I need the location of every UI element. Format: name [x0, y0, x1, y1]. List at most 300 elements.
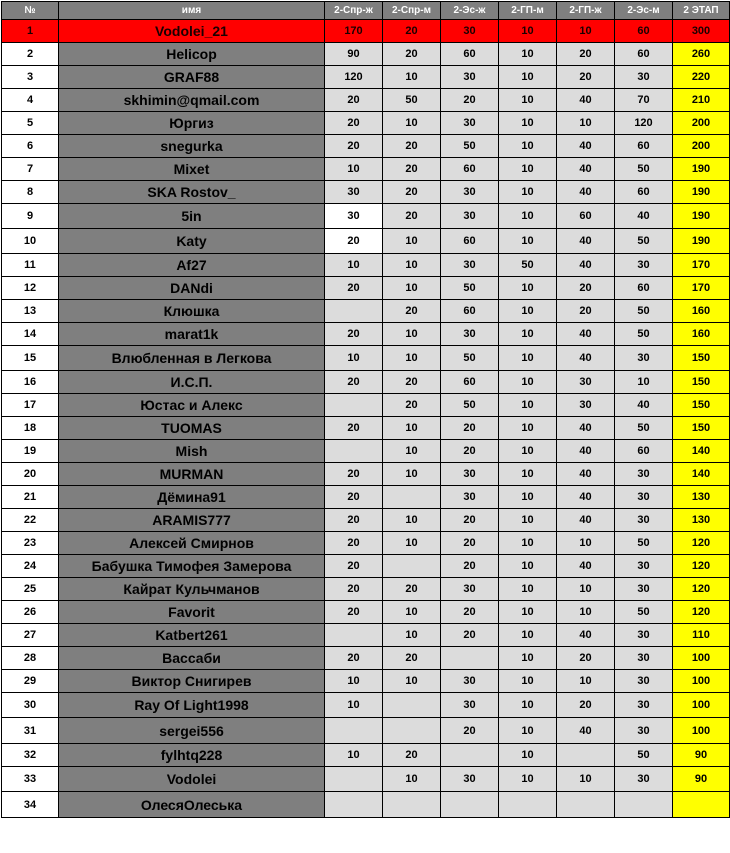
score-cell: 60 — [615, 20, 673, 43]
table-row — [2, 532, 730, 555]
score-cell: 20 — [325, 647, 383, 670]
participant-name: Helicop — [59, 43, 325, 66]
table-row — [2, 670, 730, 693]
score-cell: 10 — [383, 440, 441, 463]
score-cell: 20 — [325, 277, 383, 300]
row-number: 9 — [2, 204, 59, 229]
score-cell: 10 — [499, 718, 557, 744]
participant-name: Mish — [59, 440, 325, 463]
table-row — [2, 718, 730, 744]
score-cell — [383, 792, 441, 818]
header-col-1: 2-Спр-ж — [325, 2, 383, 20]
score-cell: 20 — [383, 181, 441, 204]
table-row — [2, 371, 730, 394]
total-cell: 100 — [673, 693, 730, 718]
score-cell: 20 — [441, 555, 499, 578]
score-cell: 30 — [441, 323, 499, 346]
score-cell: 30 — [615, 670, 673, 693]
score-cell: 10 — [499, 509, 557, 532]
score-cell: 50 — [441, 394, 499, 417]
score-cell: 20 — [325, 135, 383, 158]
score-cell: 120 — [325, 66, 383, 89]
participant-name: 5in — [59, 204, 325, 229]
score-cell: 10 — [557, 112, 615, 135]
total-cell: 120 — [673, 601, 730, 624]
participant-name: Кайрат Кульчманов — [59, 578, 325, 601]
score-cell: 40 — [557, 509, 615, 532]
score-cell: 40 — [557, 486, 615, 509]
score-cell: 30 — [615, 624, 673, 647]
score-cell: 30 — [441, 20, 499, 43]
row-number: 7 — [2, 158, 59, 181]
score-cell — [383, 693, 441, 718]
score-cell: 50 — [615, 158, 673, 181]
table-row — [2, 744, 730, 767]
row-number: 27 — [2, 624, 59, 647]
header-name: имя — [59, 2, 325, 20]
total-cell: 100 — [673, 647, 730, 670]
score-cell: 20 — [383, 300, 441, 323]
score-cell: 40 — [557, 463, 615, 486]
score-cell: 50 — [441, 135, 499, 158]
table-row — [2, 440, 730, 463]
score-cell: 20 — [325, 486, 383, 509]
score-cell: 30 — [557, 371, 615, 394]
score-cell: 30 — [615, 66, 673, 89]
score-cell: 20 — [383, 394, 441, 417]
score-cell — [615, 792, 673, 818]
table-row — [2, 767, 730, 792]
score-cell: 10 — [383, 624, 441, 647]
score-cell: 30 — [557, 394, 615, 417]
score-cell: 10 — [499, 323, 557, 346]
score-cell — [499, 792, 557, 818]
score-cell: 40 — [615, 204, 673, 229]
total-cell: 150 — [673, 417, 730, 440]
row-number: 18 — [2, 417, 59, 440]
score-cell: 20 — [383, 204, 441, 229]
score-cell: 10 — [499, 440, 557, 463]
participant-name: Виктор Снигирев — [59, 670, 325, 693]
score-cell: 20 — [557, 277, 615, 300]
score-cell: 10 — [499, 417, 557, 440]
score-cell: 10 — [557, 20, 615, 43]
score-cell: 60 — [557, 204, 615, 229]
score-cell: 20 — [383, 43, 441, 66]
header-col-4: 2-ГП-м — [499, 2, 557, 20]
total-cell: 210 — [673, 89, 730, 112]
table-row — [2, 323, 730, 346]
score-cell: 30 — [615, 647, 673, 670]
score-cell: 10 — [499, 112, 557, 135]
table-row — [2, 158, 730, 181]
score-cell: 10 — [383, 463, 441, 486]
score-cell: 60 — [615, 440, 673, 463]
score-cell — [441, 792, 499, 818]
row-number: 19 — [2, 440, 59, 463]
table-row — [2, 792, 730, 818]
total-cell: 190 — [673, 229, 730, 254]
score-cell: 10 — [557, 532, 615, 555]
total-cell: 120 — [673, 532, 730, 555]
score-cell: 40 — [557, 346, 615, 371]
participant-name: TUOMAS — [59, 417, 325, 440]
score-cell: 10 — [499, 744, 557, 767]
row-number: 3 — [2, 66, 59, 89]
score-cell: 20 — [325, 417, 383, 440]
score-cell: 60 — [441, 229, 499, 254]
table-body — [2, 20, 730, 818]
participant-name: Af27 — [59, 254, 325, 277]
total-cell: 300 — [673, 20, 730, 43]
score-cell: 30 — [441, 463, 499, 486]
score-cell: 10 — [557, 767, 615, 792]
table-row — [2, 601, 730, 624]
score-cell: 50 — [615, 323, 673, 346]
score-cell — [557, 792, 615, 818]
table-row — [2, 89, 730, 112]
score-cell: 40 — [557, 417, 615, 440]
score-cell: 30 — [441, 486, 499, 509]
score-cell: 10 — [383, 323, 441, 346]
score-cell: 40 — [557, 229, 615, 254]
score-cell: 60 — [615, 181, 673, 204]
table-row — [2, 20, 730, 43]
score-cell: 20 — [383, 744, 441, 767]
row-number: 32 — [2, 744, 59, 767]
table-row — [2, 463, 730, 486]
score-cell: 60 — [615, 277, 673, 300]
score-cell: 50 — [615, 300, 673, 323]
table-row — [2, 394, 730, 417]
participant-name: SKA Rostov_ — [59, 181, 325, 204]
score-cell: 30 — [615, 463, 673, 486]
score-cell: 10 — [383, 112, 441, 135]
score-cell: 20 — [383, 647, 441, 670]
table-row — [2, 135, 730, 158]
table-row — [2, 229, 730, 254]
score-cell: 50 — [615, 229, 673, 254]
score-cell: 10 — [557, 601, 615, 624]
score-cell: 20 — [441, 89, 499, 112]
score-cell: 10 — [383, 532, 441, 555]
score-cell: 60 — [615, 135, 673, 158]
score-cell: 20 — [441, 601, 499, 624]
score-cell — [325, 624, 383, 647]
total-cell: 90 — [673, 744, 730, 767]
score-cell — [325, 440, 383, 463]
score-cell: 30 — [615, 767, 673, 792]
score-cell: 70 — [615, 89, 673, 112]
score-cell: 10 — [499, 43, 557, 66]
score-cell: 10 — [499, 532, 557, 555]
score-cell: 20 — [325, 555, 383, 578]
header-col-6: 2-Эс-м — [615, 2, 673, 20]
score-cell: 20 — [441, 718, 499, 744]
score-cell: 30 — [325, 181, 383, 204]
score-cell: 30 — [615, 693, 673, 718]
score-cell: 40 — [615, 394, 673, 417]
score-cell: 20 — [441, 440, 499, 463]
score-cell: 50 — [615, 417, 673, 440]
table-row — [2, 486, 730, 509]
score-cell: 30 — [441, 578, 499, 601]
score-cell: 30 — [325, 204, 383, 229]
total-cell: 170 — [673, 277, 730, 300]
row-number: 11 — [2, 254, 59, 277]
score-cell: 10 — [499, 463, 557, 486]
total-cell: 150 — [673, 371, 730, 394]
score-cell: 10 — [499, 89, 557, 112]
total-cell: 200 — [673, 135, 730, 158]
score-cell: 20 — [383, 578, 441, 601]
score-cell: 40 — [557, 89, 615, 112]
total-cell: 150 — [673, 394, 730, 417]
score-cell: 10 — [499, 670, 557, 693]
table-row — [2, 693, 730, 718]
row-number: 15 — [2, 346, 59, 371]
row-number: 4 — [2, 89, 59, 112]
row-number: 12 — [2, 277, 59, 300]
row-number: 2 — [2, 43, 59, 66]
score-cell — [383, 486, 441, 509]
participant-name: skhimin@qmail.com — [59, 89, 325, 112]
row-number: 26 — [2, 601, 59, 624]
score-cell: 20 — [325, 229, 383, 254]
score-cell: 60 — [615, 43, 673, 66]
row-number: 1 — [2, 20, 59, 43]
score-cell: 10 — [383, 254, 441, 277]
score-cell: 10 — [499, 371, 557, 394]
score-cell: 30 — [615, 555, 673, 578]
participant-name: Mixet — [59, 158, 325, 181]
header-total: 2 ЭТАП — [673, 2, 730, 20]
score-cell: 60 — [441, 371, 499, 394]
score-cell: 10 — [383, 601, 441, 624]
row-number: 34 — [2, 792, 59, 818]
participant-name: Ray Of Light1998 — [59, 693, 325, 718]
row-number: 28 — [2, 647, 59, 670]
score-cell: 20 — [383, 371, 441, 394]
total-cell — [673, 792, 730, 818]
score-cell: 10 — [325, 158, 383, 181]
score-cell: 20 — [441, 624, 499, 647]
score-cell: 20 — [325, 112, 383, 135]
score-cell: 10 — [383, 417, 441, 440]
score-cell: 20 — [383, 158, 441, 181]
score-cell: 10 — [325, 670, 383, 693]
score-cell: 50 — [615, 601, 673, 624]
score-cell: 10 — [325, 693, 383, 718]
participant-name: Юргиз — [59, 112, 325, 135]
participant-name: Favorit — [59, 601, 325, 624]
table-row — [2, 277, 730, 300]
participant-name: Vodolei_21 — [59, 20, 325, 43]
row-number: 20 — [2, 463, 59, 486]
score-cell: 10 — [499, 300, 557, 323]
score-cell: 10 — [499, 693, 557, 718]
score-cell — [383, 555, 441, 578]
table-row — [2, 509, 730, 532]
table-row — [2, 66, 730, 89]
score-cell: 40 — [557, 254, 615, 277]
score-cell: 50 — [441, 277, 499, 300]
row-number: 8 — [2, 181, 59, 204]
score-cell: 10 — [325, 254, 383, 277]
score-cell: 20 — [557, 66, 615, 89]
participant-name: snegurka — [59, 135, 325, 158]
participant-name: Дёмина91 — [59, 486, 325, 509]
score-cell: 30 — [615, 486, 673, 509]
total-cell: 170 — [673, 254, 730, 277]
score-cell: 10 — [499, 601, 557, 624]
score-cell: 10 — [383, 346, 441, 371]
row-number: 16 — [2, 371, 59, 394]
score-cell: 40 — [557, 718, 615, 744]
score-cell: 10 — [499, 229, 557, 254]
score-cell: 10 — [499, 346, 557, 371]
score-cell: 30 — [615, 578, 673, 601]
total-cell: 120 — [673, 555, 730, 578]
score-cell: 170 — [325, 20, 383, 43]
participant-name: DANdi — [59, 277, 325, 300]
score-cell: 10 — [499, 647, 557, 670]
row-number: 29 — [2, 670, 59, 693]
participant-name: Клюшка — [59, 300, 325, 323]
score-cell: 10 — [499, 158, 557, 181]
score-cell: 30 — [441, 204, 499, 229]
score-cell — [325, 300, 383, 323]
score-cell: 50 — [499, 254, 557, 277]
score-cell: 50 — [615, 744, 673, 767]
row-number: 14 — [2, 323, 59, 346]
participant-name: sergei556 — [59, 718, 325, 744]
score-cell: 10 — [383, 670, 441, 693]
score-cell: 10 — [383, 767, 441, 792]
score-cell: 20 — [325, 463, 383, 486]
total-cell: 160 — [673, 323, 730, 346]
score-cell: 10 — [557, 578, 615, 601]
score-cell: 50 — [383, 89, 441, 112]
row-number: 21 — [2, 486, 59, 509]
table-row — [2, 624, 730, 647]
score-cell: 10 — [499, 578, 557, 601]
score-cell: 30 — [441, 670, 499, 693]
score-cell: 30 — [441, 66, 499, 89]
participant-name: fylhtq228 — [59, 744, 325, 767]
score-cell: 20 — [325, 532, 383, 555]
table-row — [2, 300, 730, 323]
score-cell: 60 — [441, 158, 499, 181]
table-row — [2, 578, 730, 601]
score-cell: 30 — [441, 254, 499, 277]
total-cell: 140 — [673, 463, 730, 486]
score-cell — [325, 394, 383, 417]
score-cell: 10 — [499, 555, 557, 578]
row-number: 22 — [2, 509, 59, 532]
table-row — [2, 112, 730, 135]
score-cell: 90 — [325, 43, 383, 66]
score-cell: 10 — [383, 509, 441, 532]
participant-name: Юстас и Алекс — [59, 394, 325, 417]
score-cell: 30 — [615, 346, 673, 371]
row-number: 33 — [2, 767, 59, 792]
participant-name: Вассаби — [59, 647, 325, 670]
score-cell: 120 — [615, 112, 673, 135]
score-cell: 40 — [557, 158, 615, 181]
score-cell: 30 — [615, 509, 673, 532]
total-cell: 130 — [673, 509, 730, 532]
score-cell: 10 — [383, 229, 441, 254]
total-cell: 220 — [673, 66, 730, 89]
participant-name: Бабушка Тимофея Замерова — [59, 555, 325, 578]
total-cell: 190 — [673, 158, 730, 181]
score-cell: 10 — [499, 20, 557, 43]
row-number: 24 — [2, 555, 59, 578]
score-cell: 20 — [441, 417, 499, 440]
score-cell: 10 — [325, 346, 383, 371]
score-cell: 20 — [383, 135, 441, 158]
table-row — [2, 204, 730, 229]
row-number: 25 — [2, 578, 59, 601]
score-cell: 20 — [325, 89, 383, 112]
score-cell: 20 — [325, 323, 383, 346]
participant-name: ОлесяОлеська — [59, 792, 325, 818]
score-cell — [325, 718, 383, 744]
score-cell: 20 — [557, 43, 615, 66]
total-cell: 260 — [673, 43, 730, 66]
participant-name: Katy — [59, 229, 325, 254]
table-row — [2, 647, 730, 670]
score-cell: 20 — [557, 647, 615, 670]
score-cell: 20 — [325, 601, 383, 624]
table-row — [2, 555, 730, 578]
score-cell — [383, 718, 441, 744]
score-cell: 20 — [441, 532, 499, 555]
score-cell: 10 — [499, 204, 557, 229]
score-cell: 50 — [615, 532, 673, 555]
score-cell: 40 — [557, 323, 615, 346]
header-col-2: 2-Спр-м — [383, 2, 441, 20]
row-number: 30 — [2, 693, 59, 718]
score-cell: 10 — [325, 744, 383, 767]
row-number: 17 — [2, 394, 59, 417]
score-cell — [325, 767, 383, 792]
score-cell: 50 — [441, 346, 499, 371]
participant-name: Vodolei — [59, 767, 325, 792]
table-row — [2, 346, 730, 371]
total-cell: 100 — [673, 718, 730, 744]
score-cell: 40 — [557, 555, 615, 578]
participant-name: Алексей Смирнов — [59, 532, 325, 555]
table-row — [2, 254, 730, 277]
score-cell: 10 — [499, 394, 557, 417]
table-row — [2, 43, 730, 66]
score-cell: 30 — [615, 718, 673, 744]
row-number: 13 — [2, 300, 59, 323]
score-cell: 40 — [557, 181, 615, 204]
header-num: № — [2, 2, 59, 20]
score-cell: 20 — [383, 20, 441, 43]
score-cell — [441, 744, 499, 767]
score-cell: 10 — [615, 371, 673, 394]
participant-name: Katbert261 — [59, 624, 325, 647]
participant-name: GRAF88 — [59, 66, 325, 89]
score-cell: 10 — [499, 66, 557, 89]
total-cell: 160 — [673, 300, 730, 323]
header-col-5: 2-ГП-ж — [557, 2, 615, 20]
score-cell: 30 — [441, 693, 499, 718]
